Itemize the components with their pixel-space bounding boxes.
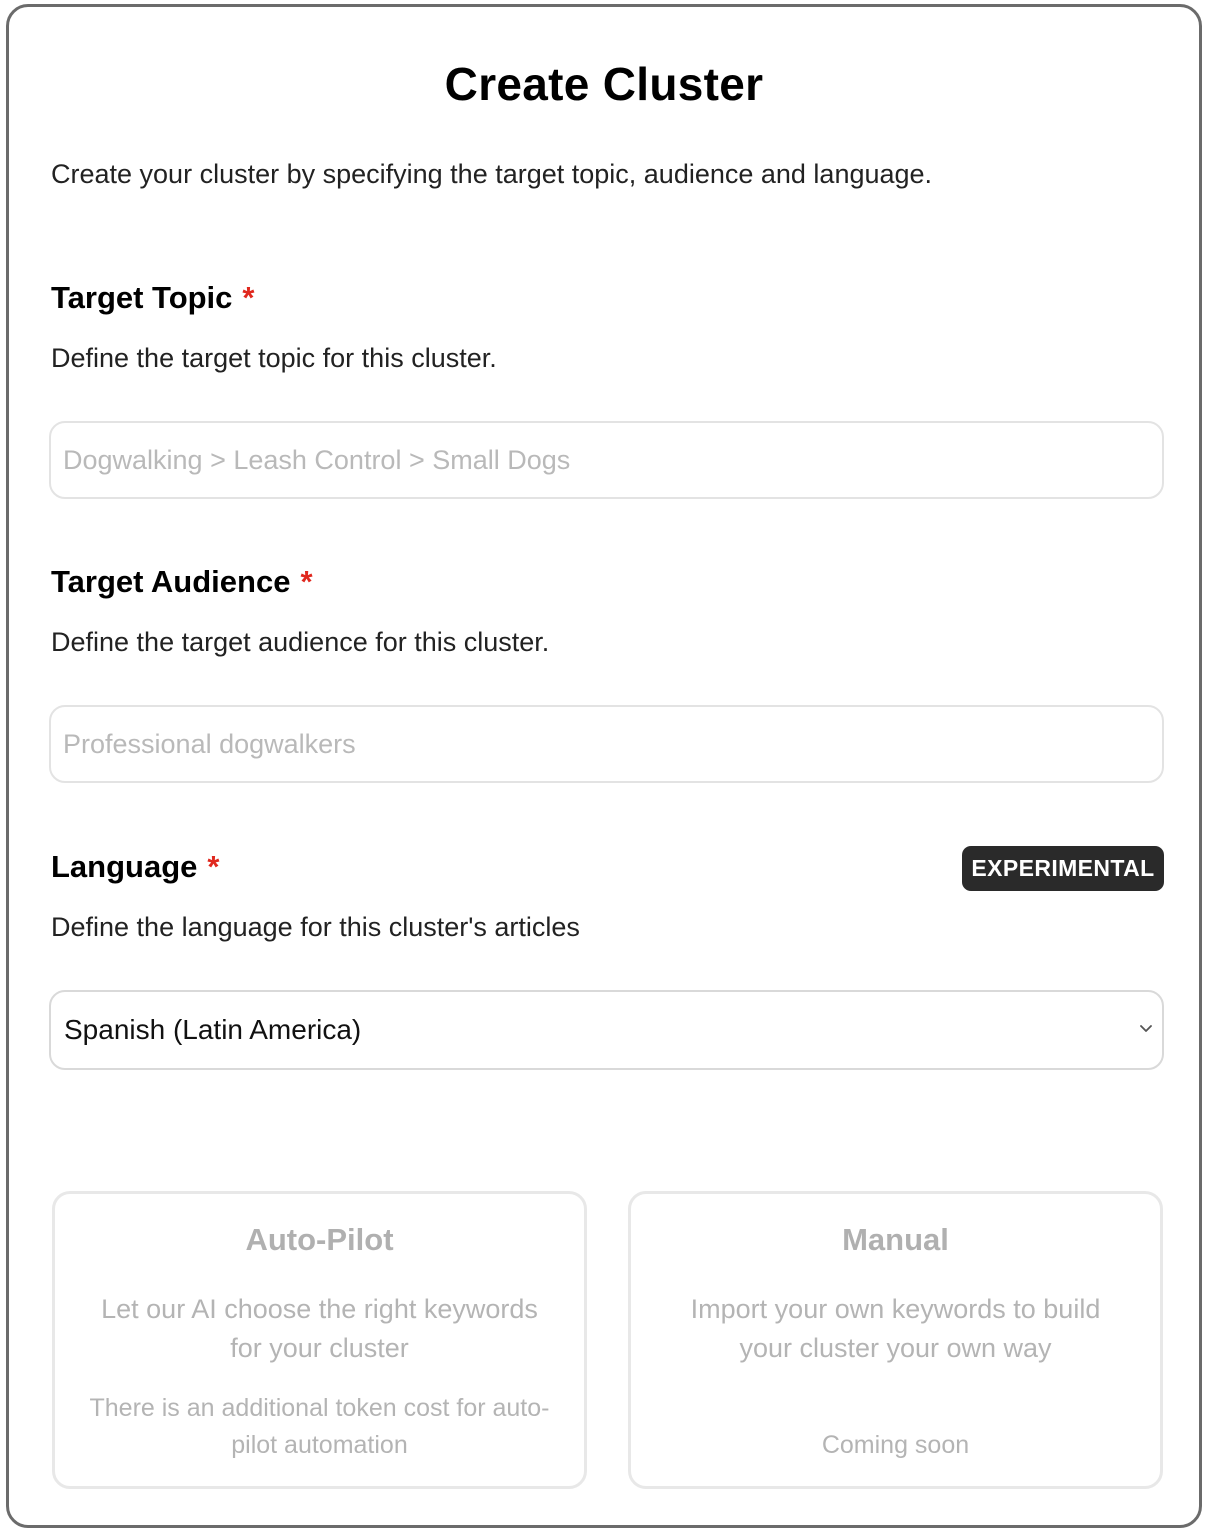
language-label (51, 849, 219, 885)
auto-pilot-description: Let our AI choose the right keywords for your cluster (101, 1294, 538, 1363)
target-audience-description: Define the target audience for this cluster. (51, 627, 550, 657)
dialog-subtitle: Create your cluster by specifying the target topic, audience and language. (51, 159, 933, 189)
auto-pilot-note: There is an additional token cost for auto-pilot automation (89, 1394, 550, 1459)
target-audience-input[interactable] (49, 705, 1164, 783)
auto-pilot-title: Auto-Pilot (245, 1222, 394, 1257)
target-topic-description: Define the target topic for this cluster. (51, 343, 497, 373)
auto-pilot-card[interactable] (52, 1191, 587, 1489)
language-select[interactable] (49, 990, 1164, 1070)
required-asterisk: * (242, 280, 255, 315)
target-audience-label (51, 564, 313, 600)
required-asterisk: * (300, 564, 313, 599)
manual-note: Coming soon (821, 1431, 970, 1459)
target-audience-label-text: Target Audience (51, 564, 291, 599)
chevron-down-icon (1138, 1020, 1154, 1036)
language-selected-value: Spanish (Latin America) (64, 1014, 362, 1045)
target-topic-label-text: Target Topic (51, 280, 233, 315)
manual-description: Import your own keywords to build your cluster your own way (690, 1294, 1101, 1363)
dialog-title: Create Cluster (444, 58, 764, 110)
manual-card (628, 1191, 1163, 1489)
manual-title: Manual (842, 1222, 949, 1257)
required-asterisk: * (207, 849, 220, 884)
target-topic-label (51, 280, 255, 316)
language-label-text: Language (51, 849, 198, 884)
target-topic-input[interactable] (49, 421, 1164, 499)
create-cluster-dialog (6, 4, 1202, 1528)
language-description: Define the language for this cluster's articles (51, 912, 580, 942)
experimental-badge: EXPERIMENTAL (962, 846, 1164, 891)
